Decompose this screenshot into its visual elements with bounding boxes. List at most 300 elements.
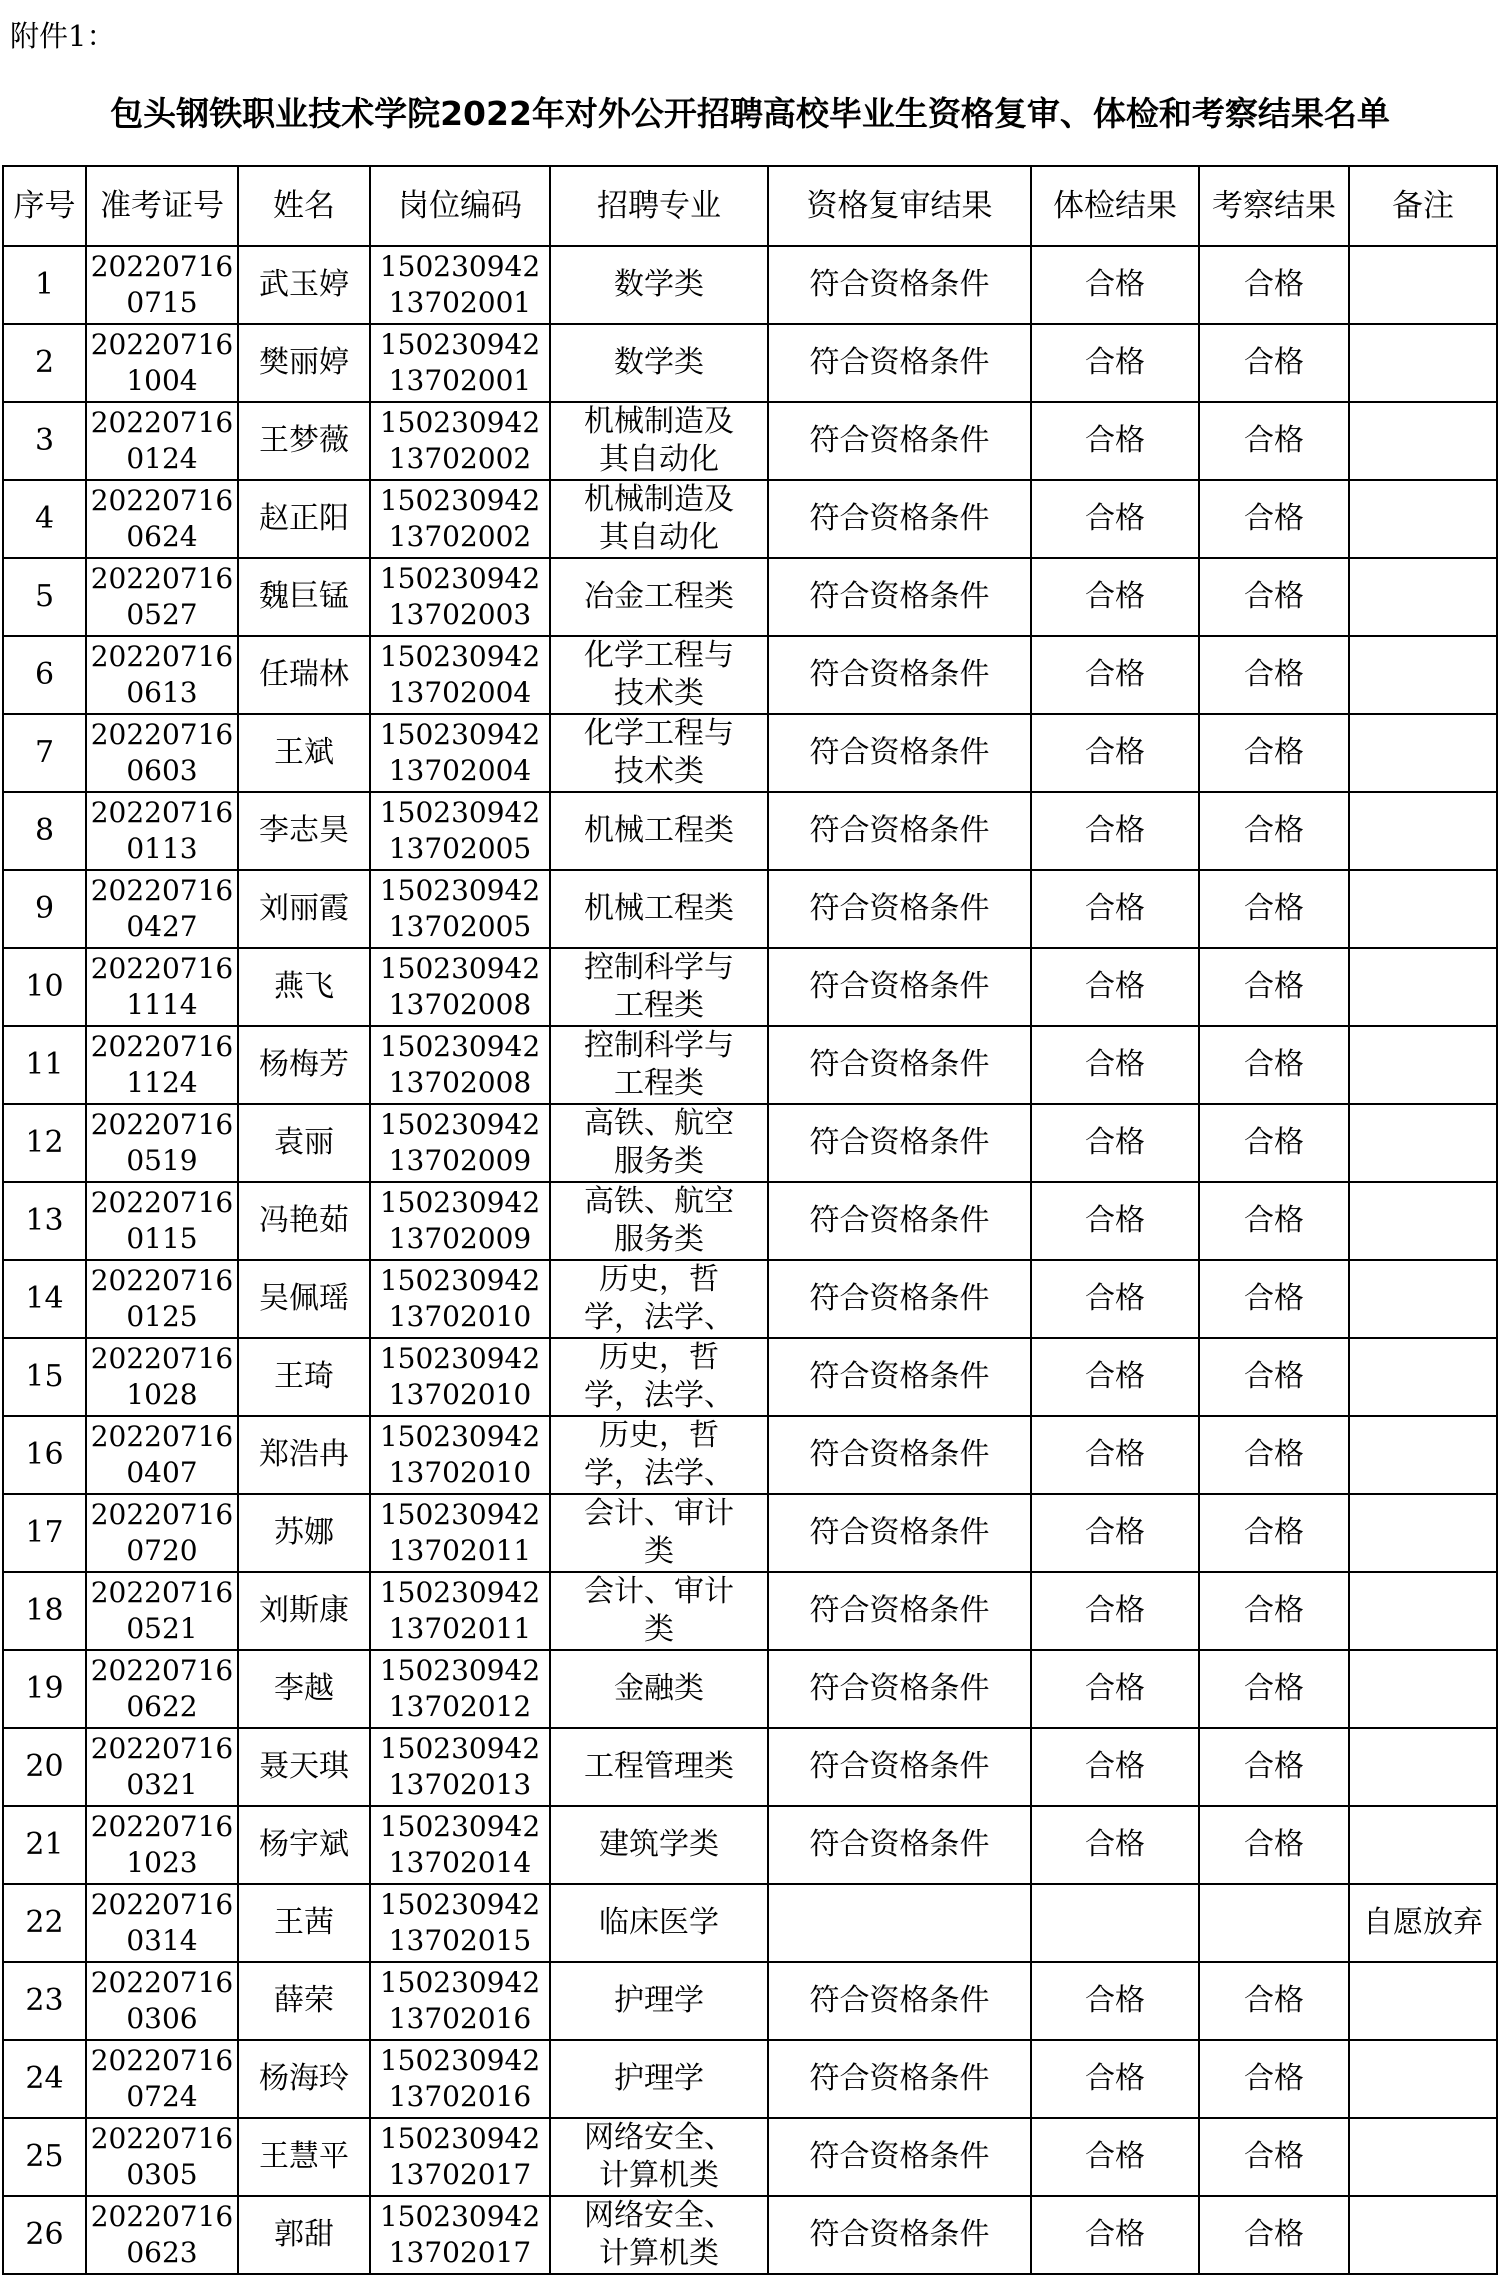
exam-id-part-1: 20220716 [90,1654,234,1687]
candidate-name: 刘斯康 [259,1593,349,1628]
cell-position-code [370,792,550,870]
cell-major [550,480,768,558]
cell-inspection-result [1199,480,1349,558]
review-result: 符合资格条件 [809,735,990,770]
exam-id-part-2: 0519 [126,1144,198,1177]
cell-position-code [370,1650,550,1728]
cell-position-code [370,324,550,402]
exam-id-part-2: 0624 [126,520,198,553]
cell-review-result [768,324,1031,402]
table-row [3,1728,1497,1806]
major-wrap [551,949,767,1025]
position-code-part-2: 13702004 [388,754,532,787]
inspection-result: 合格 [1244,1827,1304,1862]
major-line-1: 网络安全、 [584,2198,734,2233]
cell-inspection-result [1199,558,1349,636]
cell-major [550,1962,768,2040]
major-line-1: 化学工程与 [584,716,734,751]
cell-physical-result [1031,1572,1199,1650]
exam-id-part-1: 20220716 [90,2122,234,2155]
exam-id-part-2: 0305 [126,2158,198,2191]
cell-no [3,324,86,402]
cell-note [1349,1104,1497,1182]
exam-id-part-2: 0613 [126,676,198,709]
row-number: 21 [25,1827,64,1862]
major-line-1: 机械制造及 [584,404,734,439]
position-code-part-1: 150230942 [379,640,541,673]
cell-physical-result [1031,246,1199,324]
exam-id-part-1: 20220716 [90,1576,234,1609]
major-line-1: 历史，哲 [599,1262,719,1297]
cell-note [1349,2196,1497,2274]
cell-inspection-result [1199,1260,1349,1338]
major-wrap [551,2119,767,2195]
inspection-result: 合格 [1244,891,1304,926]
cell-inspection-result [1199,1026,1349,1104]
cell-exam-id [86,2040,238,2118]
physical-result: 合格 [1085,423,1145,458]
candidate-name: 王梦薇 [259,423,349,458]
cell-position-code [370,2196,550,2274]
major-line-1: 控制科学与 [584,1028,734,1063]
exam-id-part-2: 0427 [126,910,198,943]
row-number: 9 [34,891,55,926]
major-line-1: 历史，哲 [599,1418,719,1453]
cell-position-code [370,1260,550,1338]
row-number: 26 [25,2217,64,2252]
cell-no [3,480,86,558]
cell-major [550,1728,768,1806]
cell-no [3,1494,86,1572]
position-code-part-1: 150230942 [379,1030,541,1063]
cell-physical-result [1031,1260,1199,1338]
position-code-part-2: 13702008 [388,988,532,1021]
cell-review-result [768,2196,1031,2274]
position-code-part-1: 150230942 [379,1576,541,1609]
table-row [3,1572,1497,1650]
position-code-part-1: 150230942 [379,562,541,595]
cell-no [3,1260,86,1338]
inspection-result: 合格 [1244,1593,1304,1628]
physical-result: 合格 [1085,1047,1145,1082]
review-result: 符合资格条件 [809,2217,990,2252]
row-number: 12 [25,1125,64,1160]
review-result: 符合资格条件 [809,579,990,614]
major-line-2: 计算机类 [599,2158,719,2193]
inspection-result: 合格 [1244,1125,1304,1160]
major-line-1: 冶金工程类 [584,579,734,614]
cell-inspection-result [1199,636,1349,714]
position-code-part-1: 150230942 [379,796,541,829]
major-wrap [551,2197,767,2273]
cell-major [550,402,768,480]
header-name: 姓名 [238,166,370,246]
exam-id-part-2: 1114 [126,988,198,1021]
inspection-result: 合格 [1244,813,1304,848]
cell-position-code [370,2118,550,2196]
row-number: 17 [25,1515,64,1550]
cell-exam-id [86,1884,238,1962]
position-code-part-2: 13702002 [388,442,532,475]
cell-name [238,246,370,324]
exam-id-part-1: 20220716 [90,874,234,907]
cell-physical-result [1031,948,1199,1026]
inspection-result: 合格 [1244,657,1304,692]
cell-note [1349,1182,1497,1260]
exam-id-part-2: 0527 [126,598,198,631]
inspection-result: 合格 [1244,1203,1304,1238]
table-row [3,1026,1497,1104]
exam-id-part-2: 0115 [126,1222,198,1255]
cell-review-result [768,948,1031,1026]
exam-id-part-2: 1023 [126,1846,198,1879]
position-code-part-2: 13702003 [388,598,532,631]
exam-id-part-1: 20220716 [90,1966,234,1999]
header-no: 序号 [3,166,86,246]
position-code-part-2: 13702010 [388,1300,532,1333]
cell-name [238,1182,370,1260]
cell-physical-result [1031,792,1199,870]
cell-review-result [768,636,1031,714]
cell-note [1349,792,1497,870]
major-line-1: 工程管理类 [584,1749,734,1784]
table-row [3,870,1497,948]
cell-exam-id [86,1338,238,1416]
cell-name [238,792,370,870]
cell-name [238,1650,370,1728]
exam-id-part-2: 0113 [126,832,198,865]
inspection-result: 合格 [1244,1515,1304,1550]
major-line-1: 机械制造及 [584,482,734,517]
cell-physical-result [1031,1026,1199,1104]
cell-physical-result [1031,1338,1199,1416]
row-number: 2 [34,345,55,380]
cell-exam-id [86,948,238,1026]
review-result: 符合资格条件 [809,2061,990,2096]
cell-note [1349,948,1497,1026]
exam-id-part-2: 0622 [126,1690,198,1723]
physical-result: 合格 [1085,1437,1145,1472]
cell-review-result [768,870,1031,948]
header-physical-result: 体检结果 [1031,166,1199,246]
cell-inspection-result [1199,1728,1349,1806]
inspection-result: 合格 [1244,969,1304,1004]
table-row [3,1104,1497,1182]
exam-id-part-1: 20220716 [90,1108,234,1141]
major-line-2: 技术类 [614,754,704,789]
cell-no [3,714,86,792]
cell-note [1349,402,1497,480]
cell-physical-result [1031,1728,1199,1806]
major-line-1: 数学类 [614,267,704,302]
cell-no [3,1884,86,1962]
exam-id-part-1: 20220716 [90,640,234,673]
cell-review-result [768,246,1031,324]
review-result: 符合资格条件 [809,1983,990,2018]
position-code-part-1: 150230942 [379,406,541,439]
cell-review-result [768,1416,1031,1494]
cell-note [1349,2118,1497,2196]
position-code-part-1: 150230942 [379,328,541,361]
table-row [3,948,1497,1026]
table-row [3,1260,1497,1338]
cell-physical-result [1031,1650,1199,1728]
cell-name [238,558,370,636]
major-line-2: 服务类 [614,1144,704,1179]
cell-note [1349,870,1497,948]
cell-inspection-result [1199,1650,1349,1728]
cell-major [550,246,768,324]
exam-id-part-2: 0407 [126,1456,198,1489]
position-code-part-2: 13702016 [388,2080,532,2113]
exam-id-part-2: 0715 [126,286,198,319]
position-code-part-2: 13702017 [388,2158,532,2191]
position-code-part-2: 13702017 [388,2236,532,2269]
table-row [3,1182,1497,1260]
position-code-part-1: 150230942 [379,2122,541,2155]
exam-id-part-2: 1124 [126,1066,198,1099]
row-number: 4 [34,501,55,536]
cell-major [550,792,768,870]
cell-major [550,2118,768,2196]
physical-result: 合格 [1085,1671,1145,1706]
candidate-name: 武玉婷 [259,267,349,302]
cell-physical-result [1031,324,1199,402]
candidate-name: 王慧平 [259,2139,349,2174]
cell-name [238,1962,370,2040]
review-result: 符合资格条件 [809,1047,990,1082]
cell-note [1349,1260,1497,1338]
cell-note [1349,2040,1497,2118]
cell-name [238,1728,370,1806]
major-wrap [551,403,767,479]
cell-no [3,1026,86,1104]
candidate-name: 李志昊 [259,813,349,848]
cell-inspection-result [1199,870,1349,948]
table-row [3,1416,1497,1494]
cell-no [3,1962,86,2040]
major-line-2: 工程类 [614,988,704,1023]
exam-id-part-1: 20220716 [90,718,234,751]
position-code-part-2: 13702013 [388,1768,532,1801]
cell-position-code [370,1728,550,1806]
cell-major [550,870,768,948]
major-line-1: 控制科学与 [584,950,734,985]
header-inspection-result: 考察结果 [1199,166,1349,246]
position-code-part-1: 150230942 [379,250,541,283]
cell-review-result [768,1494,1031,1572]
cell-exam-id [86,1962,238,2040]
major-line-1: 网络安全、 [584,2120,734,2155]
major-wrap [551,715,767,791]
cell-position-code [370,1806,550,1884]
cell-position-code [370,870,550,948]
cell-name [238,2040,370,2118]
cell-physical-result [1031,480,1199,558]
cell-name [238,480,370,558]
exam-id-part-1: 20220716 [90,1498,234,1531]
major-line-2: 计算机类 [599,2236,719,2271]
position-code-part-2: 13702012 [388,1690,532,1723]
cell-note [1349,324,1497,402]
exam-id-part-1: 20220716 [90,1186,234,1219]
exam-id-part-1: 20220716 [90,250,234,283]
cell-physical-result [1031,1416,1199,1494]
exam-id-part-2: 1028 [126,1378,198,1411]
position-code-part-1: 150230942 [379,1420,541,1453]
cell-physical-result [1031,558,1199,636]
row-number: 18 [25,1593,64,1628]
candidate-name: 杨梅芳 [259,1047,349,1082]
candidate-name: 郭甜 [274,2217,334,2252]
physical-result: 合格 [1085,2217,1145,2252]
cell-inspection-result [1199,948,1349,1026]
exam-id-part-2: 0314 [126,1924,198,1957]
exam-id-part-2: 0603 [126,754,198,787]
cell-inspection-result [1199,402,1349,480]
major-line-1: 高铁、航空 [584,1184,734,1219]
physical-result: 合格 [1085,345,1145,380]
cell-name [238,2118,370,2196]
inspection-result: 合格 [1244,2061,1304,2096]
exam-id-part-1: 20220716 [90,406,234,439]
cell-major [550,1572,768,1650]
cell-major [550,2196,768,2274]
cell-review-result [768,792,1031,870]
cell-name [238,1416,370,1494]
cell-major [550,2040,768,2118]
table-row [3,1962,1497,2040]
cell-no [3,792,86,870]
cell-exam-id [86,1494,238,1572]
table-row [3,636,1497,714]
major-wrap [551,637,767,713]
position-code-part-2: 13702015 [388,1924,532,1957]
cell-name [238,1260,370,1338]
cell-note [1349,1728,1497,1806]
cell-exam-id [86,324,238,402]
major-line-2: 学，法学、 [584,1456,734,1491]
review-result: 符合资格条件 [809,1749,990,1784]
candidate-name: 燕飞 [274,969,334,1004]
table-row [3,1806,1497,1884]
review-result: 符合资格条件 [809,813,990,848]
cell-exam-id [86,1728,238,1806]
cell-review-result [768,1260,1031,1338]
inspection-result: 合格 [1244,1983,1304,2018]
cell-name [238,324,370,402]
major-line-2: 其自动化 [599,442,719,477]
exam-id-part-1: 20220716 [90,328,234,361]
exam-id-part-1: 20220716 [90,2044,234,2077]
cell-exam-id [86,2118,238,2196]
inspection-result: 合格 [1244,1359,1304,1394]
cell-review-result [768,1650,1031,1728]
cell-inspection-result [1199,1962,1349,2040]
position-code-part-2: 13702008 [388,1066,532,1099]
table-row [3,1338,1497,1416]
major-wrap [551,481,767,557]
cell-physical-result [1031,870,1199,948]
cell-no [3,1806,86,1884]
row-number: 23 [25,1983,64,2018]
cell-position-code [370,246,550,324]
cell-position-code [370,402,550,480]
cell-major [550,1416,768,1494]
cell-note [1349,558,1497,636]
cell-major [550,636,768,714]
table-row [3,792,1497,870]
major-wrap [551,1339,767,1415]
cell-exam-id [86,714,238,792]
cell-major [550,1494,768,1572]
position-code-part-2: 13702005 [388,832,532,865]
physical-result: 合格 [1085,1359,1145,1394]
exam-id-part-1: 20220716 [90,1030,234,1063]
exam-id-part-1: 20220716 [90,1264,234,1297]
physical-result: 合格 [1085,1281,1145,1316]
cell-major [550,948,768,1026]
physical-result: 合格 [1085,735,1145,770]
cell-position-code [370,480,550,558]
exam-id-part-2: 0521 [126,1612,198,1645]
position-code-part-2: 13702010 [388,1456,532,1489]
major-line-1: 数学类 [614,345,704,380]
cell-review-result [768,402,1031,480]
cell-no [3,948,86,1026]
inspection-result: 合格 [1244,1671,1304,1706]
physical-result: 合格 [1085,813,1145,848]
table-row [3,324,1497,402]
cell-position-code [370,1884,550,1962]
cell-position-code [370,714,550,792]
cell-note [1349,480,1497,558]
table-row [3,402,1497,480]
position-code-part-2: 13702004 [388,676,532,709]
header-row [3,166,1497,246]
header-review-result: 资格复审结果 [768,166,1031,246]
cell-inspection-result [1199,1494,1349,1572]
position-code-part-1: 150230942 [379,1342,541,1375]
cell-name [238,714,370,792]
inspection-result: 合格 [1244,2217,1304,2252]
cell-name [238,1884,370,1962]
review-result: 符合资格条件 [809,1671,990,1706]
position-code-part-1: 150230942 [379,718,541,751]
cell-exam-id [86,870,238,948]
cell-no [3,636,86,714]
position-code-part-1: 150230942 [379,1186,541,1219]
cell-no [3,1338,86,1416]
cell-exam-id [86,558,238,636]
cell-exam-id [86,2196,238,2274]
row-number: 15 [25,1359,64,1394]
cell-position-code [370,2040,550,2118]
exam-id-part-1: 20220716 [90,1888,234,1921]
candidate-name: 樊丽婷 [259,345,349,380]
position-code-part-1: 150230942 [379,484,541,517]
candidate-name: 杨宇斌 [259,1827,349,1862]
position-code-part-1: 150230942 [379,1654,541,1687]
position-code-part-1: 150230942 [379,2044,541,2077]
cell-note [1349,1338,1497,1416]
review-result: 符合资格条件 [809,1203,990,1238]
table-row [3,714,1497,792]
header-note: 备注 [1349,166,1497,246]
inspection-result: 合格 [1244,735,1304,770]
cell-name [238,402,370,480]
row-number: 8 [34,813,55,848]
